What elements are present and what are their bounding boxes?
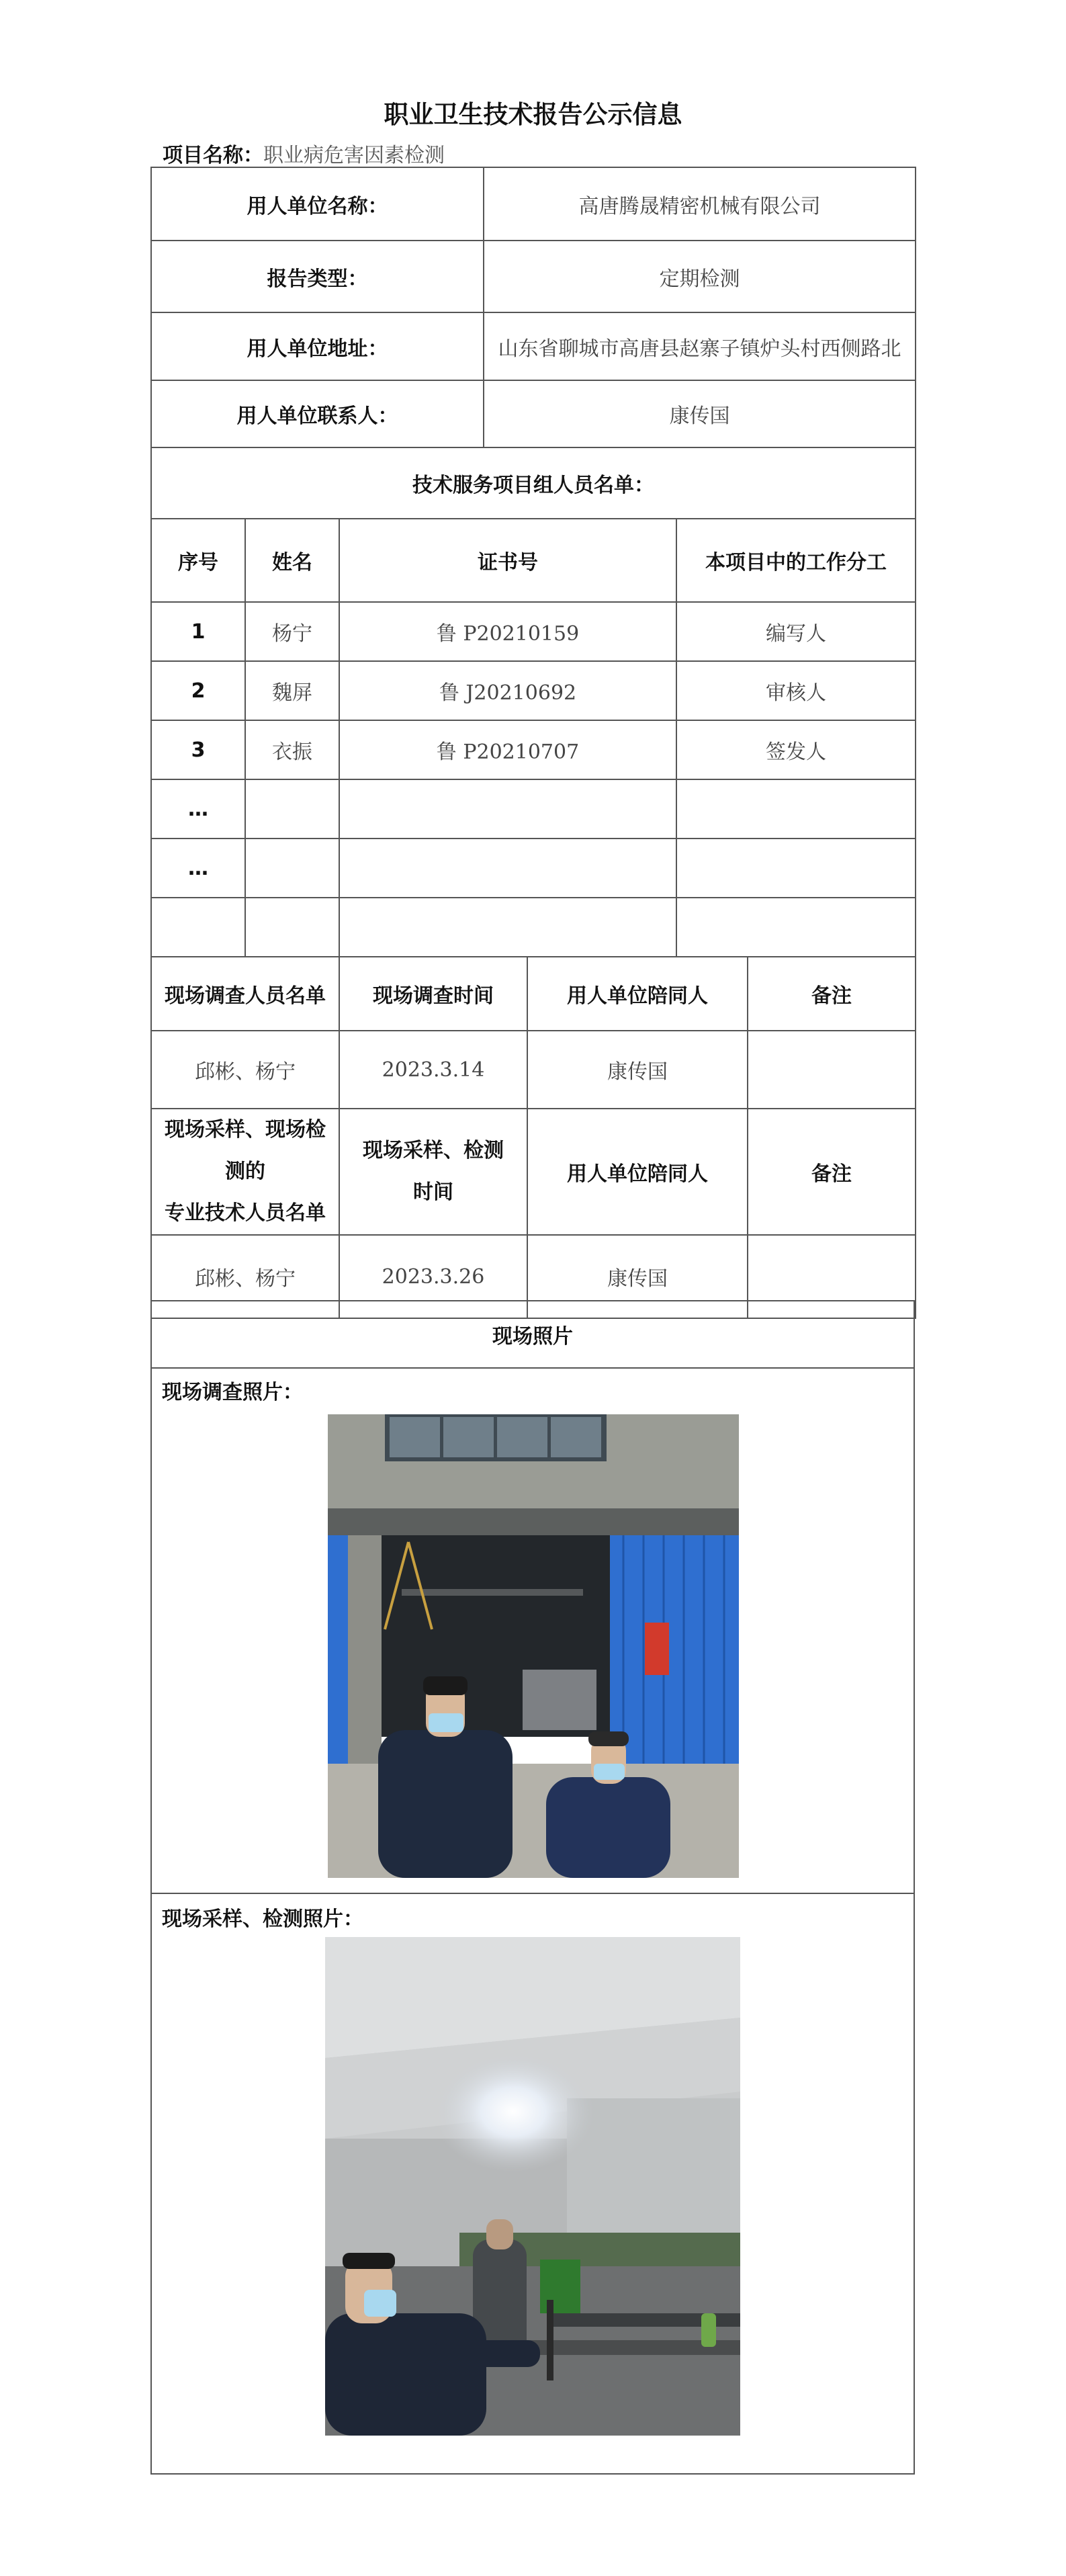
team-cell	[676, 779, 916, 839]
sampling-header-time	[339, 1109, 527, 1235]
unit-address-value: 山东省聊城市高唐县赵寨子镇炉头村西侧路北	[484, 312, 916, 380]
project-name	[163, 138, 445, 168]
sampling-header-people-line1: 现场采样、现场检测的	[165, 1118, 326, 1183]
table-row	[151, 839, 916, 898]
page-title: 职业卫生技术报告公示信息	[384, 100, 682, 129]
sampling-photo-image	[325, 1937, 740, 2436]
table-row	[151, 779, 916, 839]
team-heading: 技术服务项目组人员名单：	[151, 447, 916, 519]
table-row	[151, 898, 916, 957]
survey-header-remark: 备注	[748, 957, 916, 1031]
team-cell: 鲁 P20210159	[339, 602, 676, 661]
unit-contact-value: 康传国	[484, 380, 916, 447]
sampling-photo	[325, 1937, 740, 2436]
team-cell	[245, 898, 339, 957]
team-header-cert: 证书号	[339, 519, 676, 602]
team-cell: …	[151, 839, 245, 898]
survey-remark	[748, 1031, 916, 1109]
team-cell: 3	[151, 720, 245, 779]
sampling-header-people	[151, 1109, 339, 1235]
photo-section	[150, 1300, 915, 2475]
survey-escort: 康传国	[527, 1031, 748, 1109]
sampling-header-time-line1: 现场采样、检测	[363, 1139, 504, 1162]
team-cell	[339, 779, 676, 839]
team-cell	[151, 898, 245, 957]
unit-contact-label: 用人单位联系人：	[151, 380, 484, 447]
report-type-value: 定期检测	[484, 241, 916, 312]
sampling-header-escort: 用人单位陪同人	[527, 1109, 748, 1235]
table-row	[151, 720, 916, 779]
unit-name-label: 用人单位名称：	[151, 167, 484, 241]
team-header-index: 序号	[151, 519, 245, 602]
team-cell	[676, 839, 916, 898]
team-cell	[245, 839, 339, 898]
team-cell: 审核人	[676, 661, 916, 720]
project-name-label: 项目名称：	[163, 144, 263, 167]
team-cell: 编写人	[676, 602, 916, 661]
team-cell: 杨宁	[245, 602, 339, 661]
sampling-escort: 康传国	[527, 1235, 748, 1318]
team-cell: 2	[151, 661, 245, 720]
sampling-header-time-line2: 时间	[413, 1180, 453, 1204]
info-table	[150, 167, 916, 1319]
team-cell: 魏屏	[245, 661, 339, 720]
team-cell	[245, 779, 339, 839]
survey-people: 邱彬、杨宁	[151, 1031, 339, 1109]
team-cell: 鲁 J20210692	[339, 661, 676, 720]
survey-photo	[328, 1414, 739, 1878]
unit-address-label: 用人单位地址：	[151, 312, 484, 380]
table-row	[151, 602, 916, 661]
survey-photo-section	[152, 1367, 914, 1894]
photo-heading: 现场照片	[152, 1301, 914, 1369]
report-type-label: 报告类型：	[151, 241, 484, 312]
team-cell: 签发人	[676, 720, 916, 779]
table-row	[151, 661, 916, 720]
survey-photo-image	[328, 1414, 739, 1878]
sampling-photo-section	[152, 1894, 914, 2473]
unit-name-value: 高唐腾晟精密机械有限公司	[484, 167, 916, 241]
team-header-role: 本项目中的工作分工	[676, 519, 916, 602]
sampling-photo-label: 现场采样、检测照片：	[162, 1907, 363, 1931]
sampling-people: 邱彬、杨宁	[151, 1235, 339, 1318]
team-cell: 1	[151, 602, 245, 661]
sampling-header-people-line2: 专业技术人员名单	[165, 1201, 326, 1225]
team-cell: 鲁 P20210707	[339, 720, 676, 779]
survey-time: 2023.3.14	[339, 1031, 527, 1109]
team-cell	[339, 898, 676, 957]
team-cell: 衣振	[245, 720, 339, 779]
survey-photo-label: 现场调查照片：	[162, 1381, 303, 1404]
survey-header-escort: 用人单位陪同人	[527, 957, 748, 1031]
team-cell	[676, 898, 916, 957]
sampling-header-remark: 备注	[748, 1109, 916, 1235]
team-cell	[339, 839, 676, 898]
survey-header-time: 现场调查时间	[339, 957, 527, 1031]
survey-header-people: 现场调查人员名单	[151, 957, 339, 1031]
team-header-name: 姓名	[245, 519, 339, 602]
sampling-time: 2023.3.26	[339, 1235, 527, 1318]
project-name-value: 职业病危害因素检测	[263, 144, 445, 167]
team-cell: …	[151, 779, 245, 839]
